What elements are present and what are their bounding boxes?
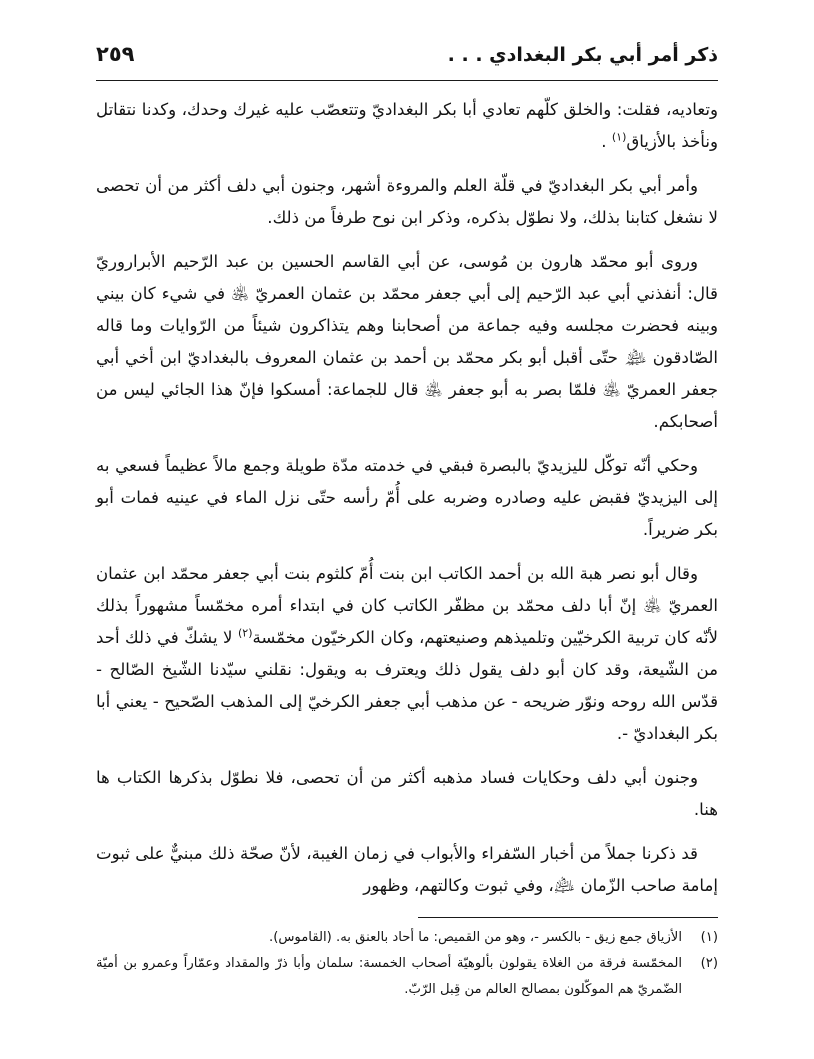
paragraph-3: وروى أبو محمّد هارون بن مُوسى، عن أبي القاسم الحسين بن عبد الرّحيم الأبراروريّ قال: أنفذني أبي عبد الرّحيم إلى أبي جعفر محمّد بن عثمان العمريّ ﵁ في شيء كان بيني وبينه فحضرت مجلسه وفيه جماعة من أصحابنا وهم يتذاكرون شيئاً من الرّوايات وما قاله الصّادقون ﵈ حتّى أقبل أبو بكر محمّد بن أحمد بن عثمان المعروف بالبغداديّ ابن أخي أبي جعفر العمريّ ﵁ فلمّا بصر به أبو جعفر ﵁ قال للجماعة: أمسكوا فإنّ هذا الجائي ليس من أصحابكم.: [96, 252, 718, 431]
paragraph-2: وأمر أبي بكر البغداديّ في قلّة العلم والمروءة أشهر، وجنون أبي دلف أكثر من أن تحصى لا نشغل كتابنا بذلك، ولا نطوّل بذكره، وذكر ابن نوح طرفاً من ذلك.: [96, 176, 718, 227]
paragraph-1: [96, 94, 718, 158]
paragraph-5: [96, 558, 718, 750]
footnote-2-text: المخمّسة فرقة من الغلاة يقولون بألوهيّة أصحاب الخمسة: سلمان وأبا ذرّ والمقداد وعمّاراً وعمرو بن أميّة الضّمريّ هم الموكّلون بمصالح العالم من قِبل الرّبّ.: [96, 956, 682, 997]
main-text: [96, 94, 718, 914]
footnote-ref-1: (١): [611, 130, 627, 144]
paragraph-1-text: وتعاديه، فقلت: والخلق كلّهم تعادي أبا بكر البغداديّ وتتعصّب عليه غيرك وحدك، وكدنا نتقاتل ونأخذ بالأزياق: [96, 100, 718, 151]
paragraph-1-end: .: [601, 132, 607, 151]
paragraph-7: قد ذكرنا جملاً من أخبار السّفراء والأبواب في زمان الغيبة، لأنّ صحّة ذلك مبنيٌّ على ثبوت إمامة صاحب الزّمان ﵇، وفي ثبوت وكالتهم، وظهور: [96, 844, 718, 895]
page-number: ٢٥٩: [96, 42, 135, 66]
footnote-1: [96, 925, 718, 951]
footnote-divider: [418, 917, 718, 918]
paragraph-5-continued: لا يشكّ في ذلك أحد من الشّيعة، وقد كان أبو دلف يقول ذلك ويعترف به ويقول: نقلني سيّدنا الشّيخ الصّالح - قدّس الله روحه ونوّر ضريحه - عن مذهب أبي جعفر الكرخيّ إلى المذهب الصّحيح - يعني أبا بكر البغداديّ -.: [96, 628, 718, 743]
footnote-2: [96, 951, 718, 1003]
footnote-ref-2: (٢): [237, 626, 253, 640]
footnote-1-number: (١): [700, 930, 718, 945]
footnote-1-text: الأزياق جمع زيق - بالكسر -، وهو من القميص: ما أحاد بالعنق به. (القاموس).: [269, 930, 682, 945]
footnote-2-number: (٢): [700, 956, 718, 971]
running-title: ذكر أمر أبي بكر البغدادي . . .: [447, 44, 718, 66]
paragraph-5-text: وقال أبو نصر هبة الله بن أحمد الكاتب ابن بنت أُمّ كلثوم بنت أبي جعفر محمّد ابن عثمان العمريّ ﵁ إنّ أبا دلف محمّد بن مظفّر الكاتب كان في ابتداء أمره مخمّساً مشهوراً بذلك لأنّه كان تربية الكرخيّين وتلميذهم وصنيعتهم، وكان الكرخيّون مخمّسة: [96, 564, 718, 647]
paragraph-4: وحكي أنّه توكّل لليزيديّ بالبصرة فبقي في خدمته مدّة طويلة وجمع مالاً عظيماً فسعي به إلى اليزيديّ فقبض عليه وصادره وضربه على أُمّ رأسه حتّى نزل الماء في عينيه فمات أبو بكر ضريراً.: [96, 456, 718, 539]
paragraph-6: وجنون أبي دلف وحكايات فساد مذهبه أكثر من أن تحصى، فلا نطوّل بذكرها الكتاب ها هنا.: [96, 768, 718, 819]
footnotes: [96, 925, 718, 1003]
page-header: [96, 36, 718, 81]
